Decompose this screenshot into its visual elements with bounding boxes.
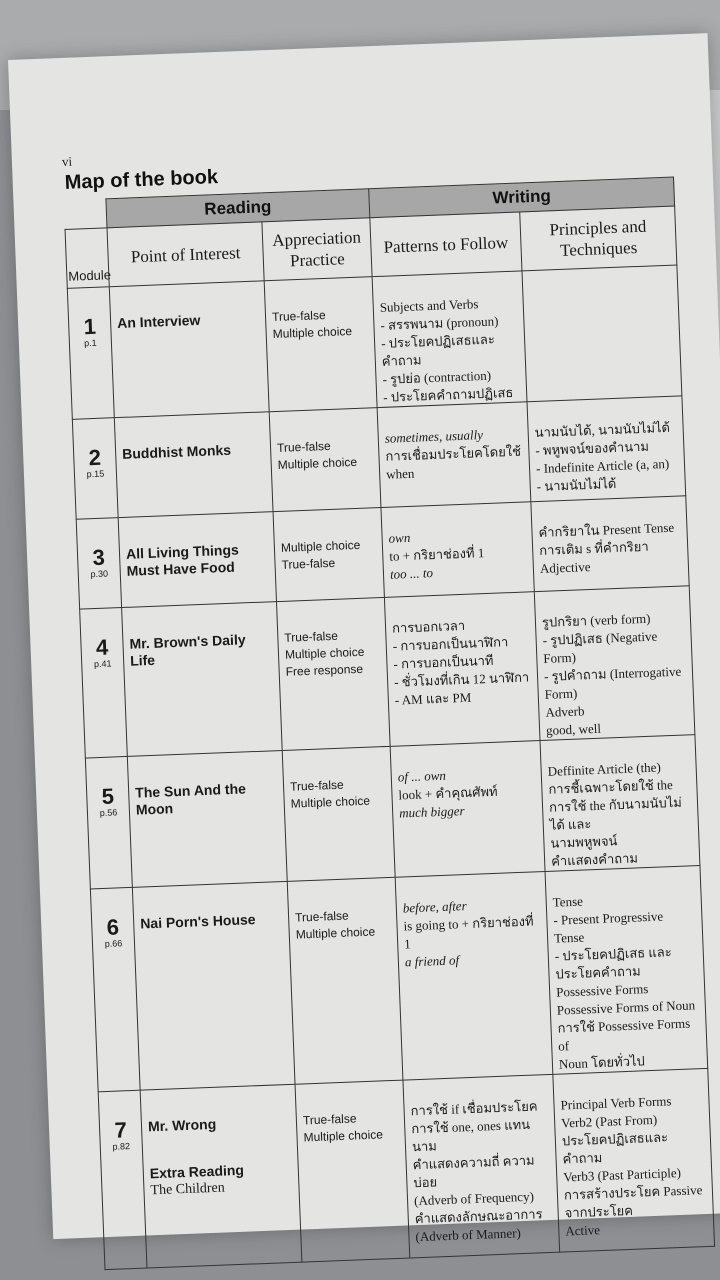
- patterns-line: - ประโยคปฏิเสธและคำถาม: [380, 331, 496, 369]
- principles-cell: [527, 396, 686, 502]
- principles-line: Active: [565, 1222, 601, 1239]
- principles-line: คำกริยาใน Present Tense: [538, 519, 675, 540]
- patterns-line: is going to + กริยาช่องที่ 1: [403, 913, 534, 952]
- appreciation-cell: [273, 508, 384, 602]
- patterns-line: - ประโยคคำถามปฏิเสธ: [382, 384, 514, 405]
- point-of-interest-header: Point of Interest: [107, 222, 264, 287]
- appreciation-line: Multiple choice: [303, 1127, 384, 1145]
- appreciation-line: True-false: [284, 628, 339, 645]
- appreciation-line: Multiple choice: [295, 924, 376, 942]
- point-of-interest-cell: [109, 281, 269, 418]
- module-page: p.1: [83, 337, 97, 349]
- point-of-interest-text: Nai Porn's House: [139, 911, 256, 932]
- module-page: p.30: [90, 568, 109, 580]
- patterns-cell: [390, 741, 545, 878]
- appreciation-line: Free response: [285, 661, 364, 679]
- module-number-cell: [80, 608, 128, 759]
- appreciation-line: True-false: [294, 908, 349, 925]
- principles-line: การชี้เฉพาะโดยใช้ the: [548, 777, 674, 797]
- module-page: p.66: [104, 938, 123, 949]
- principles-line: Possessive Forms: [555, 981, 649, 1000]
- patterns-line: sometimes, usually: [384, 427, 484, 446]
- principles-line: Adverb: [545, 703, 585, 720]
- module-number: 1: [83, 313, 97, 340]
- principles-line: นามพหูพจน์: [550, 833, 618, 851]
- principles-line: คำแสดงคำถาม: [550, 850, 639, 869]
- book-map-table: [63, 177, 715, 1271]
- appreciation-line: True-false: [289, 777, 344, 794]
- module-rows: [67, 265, 714, 1270]
- patterns-cell: [384, 592, 540, 747]
- page-title: Map of the book: [64, 166, 219, 194]
- module-row: [85, 735, 700, 889]
- book-page: [8, 33, 720, 1245]
- appreciation-practice-header: Appreciation Practice: [262, 218, 372, 281]
- appreciation-line: True-false: [271, 308, 326, 325]
- patterns-line: - การบอกเป็นนาที: [393, 652, 494, 672]
- patterns-line: (Adverb of Frequency): [413, 1188, 535, 1209]
- module-header: Module: [65, 228, 109, 289]
- appreciation-line: Multiple choice: [272, 323, 353, 342]
- principles-line: การเติม s ที่คำกริยา: [538, 538, 649, 558]
- principles-line: Verb3 (Past Participle): [563, 1164, 682, 1185]
- module-number-cell: [98, 1090, 147, 1269]
- patterns-line: คำแสดงลักษณะอาการ: [414, 1206, 543, 1227]
- point-of-interest-cell: [118, 512, 276, 608]
- appreciation-line: Multiple choice: [290, 793, 371, 811]
- module-number-cell: [67, 287, 114, 420]
- principles-cell: [522, 265, 682, 402]
- patterns-cell: [377, 402, 531, 508]
- patterns-cell: [372, 271, 527, 408]
- module-number: 6: [106, 914, 120, 940]
- patterns-line: - รูปย่อ (contraction): [382, 367, 492, 387]
- principles-line: Possessive Forms of Noun: [556, 997, 696, 1018]
- patterns-line: Subjects and Verbs: [379, 296, 479, 315]
- appreciation-cell: [295, 1080, 410, 1262]
- principles-line: - รูปปฏิเสธ (Negative Form): [542, 628, 658, 666]
- principles-cell: [545, 866, 708, 1075]
- module-row: [67, 265, 682, 419]
- principles-cell: [534, 586, 695, 741]
- module-page: p.15: [86, 468, 105, 480]
- patterns-line: (Adverb of Manner): [415, 1225, 522, 1245]
- patterns-line: of ... own: [397, 767, 447, 785]
- module-row: [98, 1068, 714, 1269]
- appreciation-line: Multiple choice: [280, 537, 361, 555]
- principles-line: นามนับได้, นามนับไม่ได้: [534, 419, 671, 441]
- module-number: 3: [92, 544, 106, 571]
- appreciation-cell: [264, 277, 377, 412]
- principles-line: Verb2 (Past From): [560, 1111, 658, 1131]
- point-of-interest-cell: [114, 412, 273, 518]
- module-number-cell: [76, 518, 121, 610]
- empty-corner: [64, 199, 107, 230]
- appreciation-line: True-false: [276, 438, 331, 455]
- patterns-header: Patterns to Follow: [370, 212, 522, 277]
- patterns-cell: [381, 502, 534, 598]
- patterns-line: - การบอกเป็นนาฬิกา: [392, 634, 509, 654]
- module-number: 4: [95, 634, 109, 661]
- principles-line: Adjective: [539, 559, 591, 576]
- principles-line: รูปกริยา (verb form): [541, 610, 651, 630]
- module-page: p.41: [93, 658, 112, 670]
- patterns-line: คำแสดงความถี่ ความบ่อย: [412, 1152, 535, 1191]
- appreciation-line: Multiple choice: [277, 454, 358, 472]
- appreciation-cell: [287, 877, 403, 1084]
- writing-header: Writing: [369, 177, 675, 218]
- patterns-line: much bigger: [398, 803, 465, 821]
- module-page: p.56: [99, 807, 118, 819]
- principles-header: Principles and Techniques: [520, 206, 677, 271]
- point-of-interest-cell: [140, 1084, 302, 1268]
- principles-line: Principal Verb Forms: [560, 1093, 672, 1113]
- appreciation-cell: [282, 746, 395, 881]
- patterns-line: การบอกเวลา: [391, 617, 466, 636]
- principles-line: - นามนับไม่ได้: [536, 475, 617, 495]
- principles-line: - Indefinite Article (a, an): [535, 455, 670, 477]
- appreciation-cell: [269, 408, 381, 512]
- principles-line: Tense: [552, 893, 584, 910]
- patterns-line: before, after: [402, 898, 467, 916]
- patterns-line: - ชั่วโมงที่เกิน 12 นาฬิกา: [393, 669, 530, 690]
- reading-header: Reading: [106, 189, 370, 228]
- extra-reading-title: Extra Reading: [149, 1161, 245, 1182]
- patterns-line: การเชื่อมประโยคโดยใช้ when: [385, 443, 522, 482]
- patterns-line: การใช้ one, ones แทนนาม: [411, 1116, 531, 1155]
- module-number-cell: [85, 756, 132, 889]
- module-page: p.82: [112, 1141, 131, 1152]
- principles-line: - พหูพจน์ของคำนาม: [535, 438, 650, 459]
- point-of-interest-text: Buddhist Monks: [121, 441, 232, 462]
- principles-cell: [540, 735, 700, 872]
- appreciation-cell: [276, 597, 390, 750]
- module-row: [80, 586, 695, 758]
- patterns-line: a friend of: [404, 952, 460, 970]
- principles-line: Noun โดยทั่วไป: [558, 1053, 646, 1072]
- point-of-interest-text: Mr. Wrong: [147, 1115, 217, 1135]
- patterns-line: too ... to: [389, 565, 434, 582]
- principles-line: การสร้างประโยค Passive จากประโยค: [563, 1182, 703, 1221]
- principles-line: - Present Progressive Tense: [553, 908, 664, 946]
- principles-line: - ประโยคปฏิเสธ และประโยคคำถาม: [554, 944, 672, 982]
- patterns-line: - AM และ PM: [394, 689, 472, 708]
- module-number-cell: [72, 418, 118, 520]
- appreciation-line: True-false: [302, 1111, 357, 1128]
- module-number: 2: [88, 444, 102, 471]
- appreciation-line: True-false: [281, 555, 336, 572]
- patterns-line: - สรรพนาม (pronoun): [380, 313, 499, 333]
- principles-line: - รูปคำถาม (Interrogative Form): [543, 663, 682, 702]
- principles-cell: [553, 1068, 715, 1252]
- point-of-interest-cell: [122, 602, 283, 757]
- module-number: 5: [101, 783, 115, 809]
- patterns-cell: [395, 871, 553, 1080]
- patterns-line: to + กริยาช่องที่ 1: [389, 545, 485, 564]
- point-of-interest-text: Mr. Brown's Daily Life: [129, 631, 246, 669]
- principles-line: การใช้ the กับนามนับไม่ได้ และ: [548, 794, 683, 833]
- point-of-interest-cell: [127, 750, 287, 887]
- point-of-interest-text: An Interview: [116, 311, 201, 331]
- point-of-interest-cell: [132, 881, 295, 1090]
- principles-line: การใช้ Possessive Forms of: [557, 1015, 691, 1054]
- patterns-line: own: [388, 529, 411, 546]
- patterns-line: การใช้ if เชื่อมประโยค: [410, 1098, 538, 1119]
- module-number: 7: [114, 1117, 128, 1143]
- principles-line: ประโยคปฏิเสธและคำถาม: [561, 1129, 669, 1167]
- patterns-line: look + คำคุณศัพท์: [398, 783, 498, 803]
- page-number: vi: [61, 153, 73, 169]
- appreciation-line: Multiple choice: [284, 644, 365, 662]
- point-of-interest-text: The Sun And the Moon: [134, 780, 247, 818]
- patterns-cell: [403, 1074, 560, 1258]
- module-row: [90, 866, 707, 1092]
- point-of-interest-text: All Living Things Must Have Food: [125, 541, 240, 579]
- principles-line: good, well: [545, 720, 602, 738]
- extra-reading-subtitle: The Children: [150, 1180, 226, 1199]
- principles-cell: [531, 496, 689, 592]
- principles-line: Deffinite Article (the): [547, 759, 662, 779]
